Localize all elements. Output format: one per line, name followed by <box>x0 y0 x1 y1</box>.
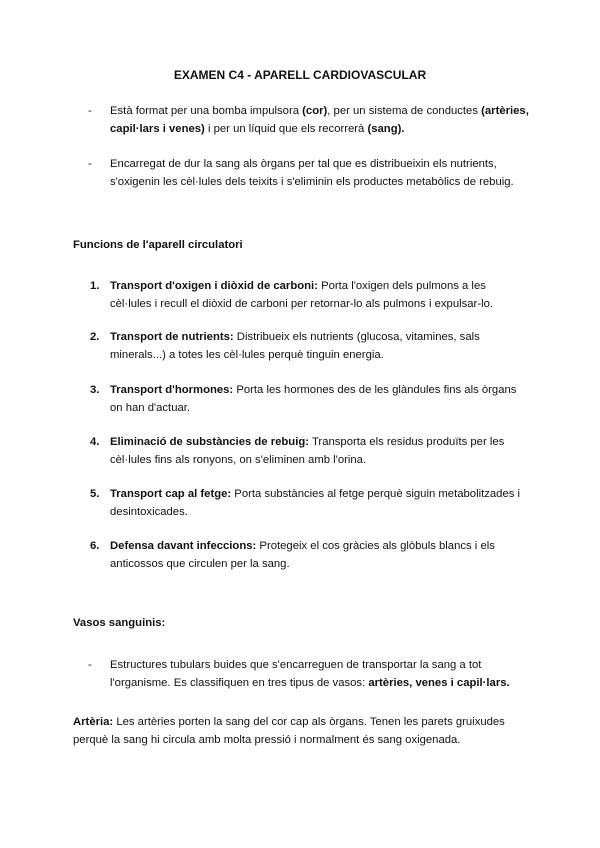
functions-heading: Funcions de l'aparell circulatori <box>73 239 243 251</box>
arteria-label: Artèria: <box>73 716 114 728</box>
arteria-paragraph <box>73 713 533 749</box>
function-item-5 <box>90 485 530 521</box>
item-number: 6. <box>90 540 100 552</box>
item-number: 1. <box>90 280 100 292</box>
function-label: Transport d'oxigen i diòxid de carboni: <box>110 280 318 292</box>
dash-bullet: - <box>88 659 92 671</box>
function-label: Transport d'hormones: <box>110 384 234 396</box>
vessels-text: Estructures tubulars buides que s'encarreguen de transportar la sang a tot l'organisme. Es classifiquen en tres tipus de vasos: <box>110 659 482 689</box>
function-item-6 <box>90 537 530 573</box>
item-number: 5. <box>90 488 100 500</box>
function-text: Porta substàncies al fetge perquè siguin metabolitzades i desintoxicades. <box>110 488 521 518</box>
function-item-3 <box>90 381 530 417</box>
function-label: Transport cap al fetge: <box>110 488 232 500</box>
dash-bullet: - <box>88 105 92 117</box>
function-text: Transporta els residus produïts per les cèl·lules fins als ronyons, on s'eliminen amb l'orina. <box>110 436 505 466</box>
function-label: Eliminació de substàncies de rebuig: <box>110 436 310 448</box>
vessels-heading: Vasos sanguinis: <box>73 617 166 629</box>
vessels-types: artèries, venes i capil·lars. <box>368 677 510 689</box>
text-run: , per un sistema de conductes <box>327 105 482 117</box>
bold-run: (sang). <box>367 123 405 135</box>
function-label: Transport de nutrients: <box>110 331 234 343</box>
function-item-4 <box>90 433 530 469</box>
function-text: Distribueix els nutrients (glucosa, vitamines, sals minerals...) a totes les cèl·lules perquè tinguin energia. <box>110 331 480 361</box>
text-run: Està format per una bomba impulsora <box>110 105 303 117</box>
intro-item-1-text <box>110 102 530 138</box>
vessels-item <box>90 656 530 692</box>
text-run: i per un líquid que els recorrerà <box>204 123 368 135</box>
intro-item-1 <box>90 102 530 138</box>
page-title: EXAMEN C4 - APARELL CARDIOVASCULAR <box>173 68 427 82</box>
arteria-text: Les artèries porten la sang del cor cap als òrgans. Tenen les parets gruixudes perquè la sang hi circula amb molta pressió i normalment és sang oxigenada. <box>73 716 505 746</box>
item-number: 3. <box>90 384 100 396</box>
function-text: Porta l'oxigen dels pulmons a les cèl·lules i recull el diòxid de carboni per retornar-lo als pulmons i expulsar-lo. <box>110 280 494 310</box>
function-text: Protegeix el cos gràcies als glòbuls blancs i els anticossos que circulen per la sang. <box>110 540 495 570</box>
function-item-1 <box>90 277 530 313</box>
dash-bullet: - <box>88 158 92 170</box>
item-number: 4. <box>90 436 100 448</box>
intro-item-2-text: Encarregat de dur la sang als òrgans per tal que es distribueixin els nutrients, s'oxigenin les cèl·lules dels teixits i s'eliminin els productes metabòlics de rebuig. <box>110 158 514 188</box>
bold-run: (artèries, capil·lars i venes) <box>110 105 529 135</box>
bold-run: (cor) <box>302 105 328 117</box>
function-item-2 <box>90 328 530 364</box>
function-text: Porta les hormones des de les glàndules fins als òrgans on han d'actuar. <box>110 384 517 414</box>
item-number: 2. <box>90 331 100 343</box>
function-label: Defensa davant infeccions: <box>110 540 257 552</box>
intro-item-2 <box>90 155 530 191</box>
